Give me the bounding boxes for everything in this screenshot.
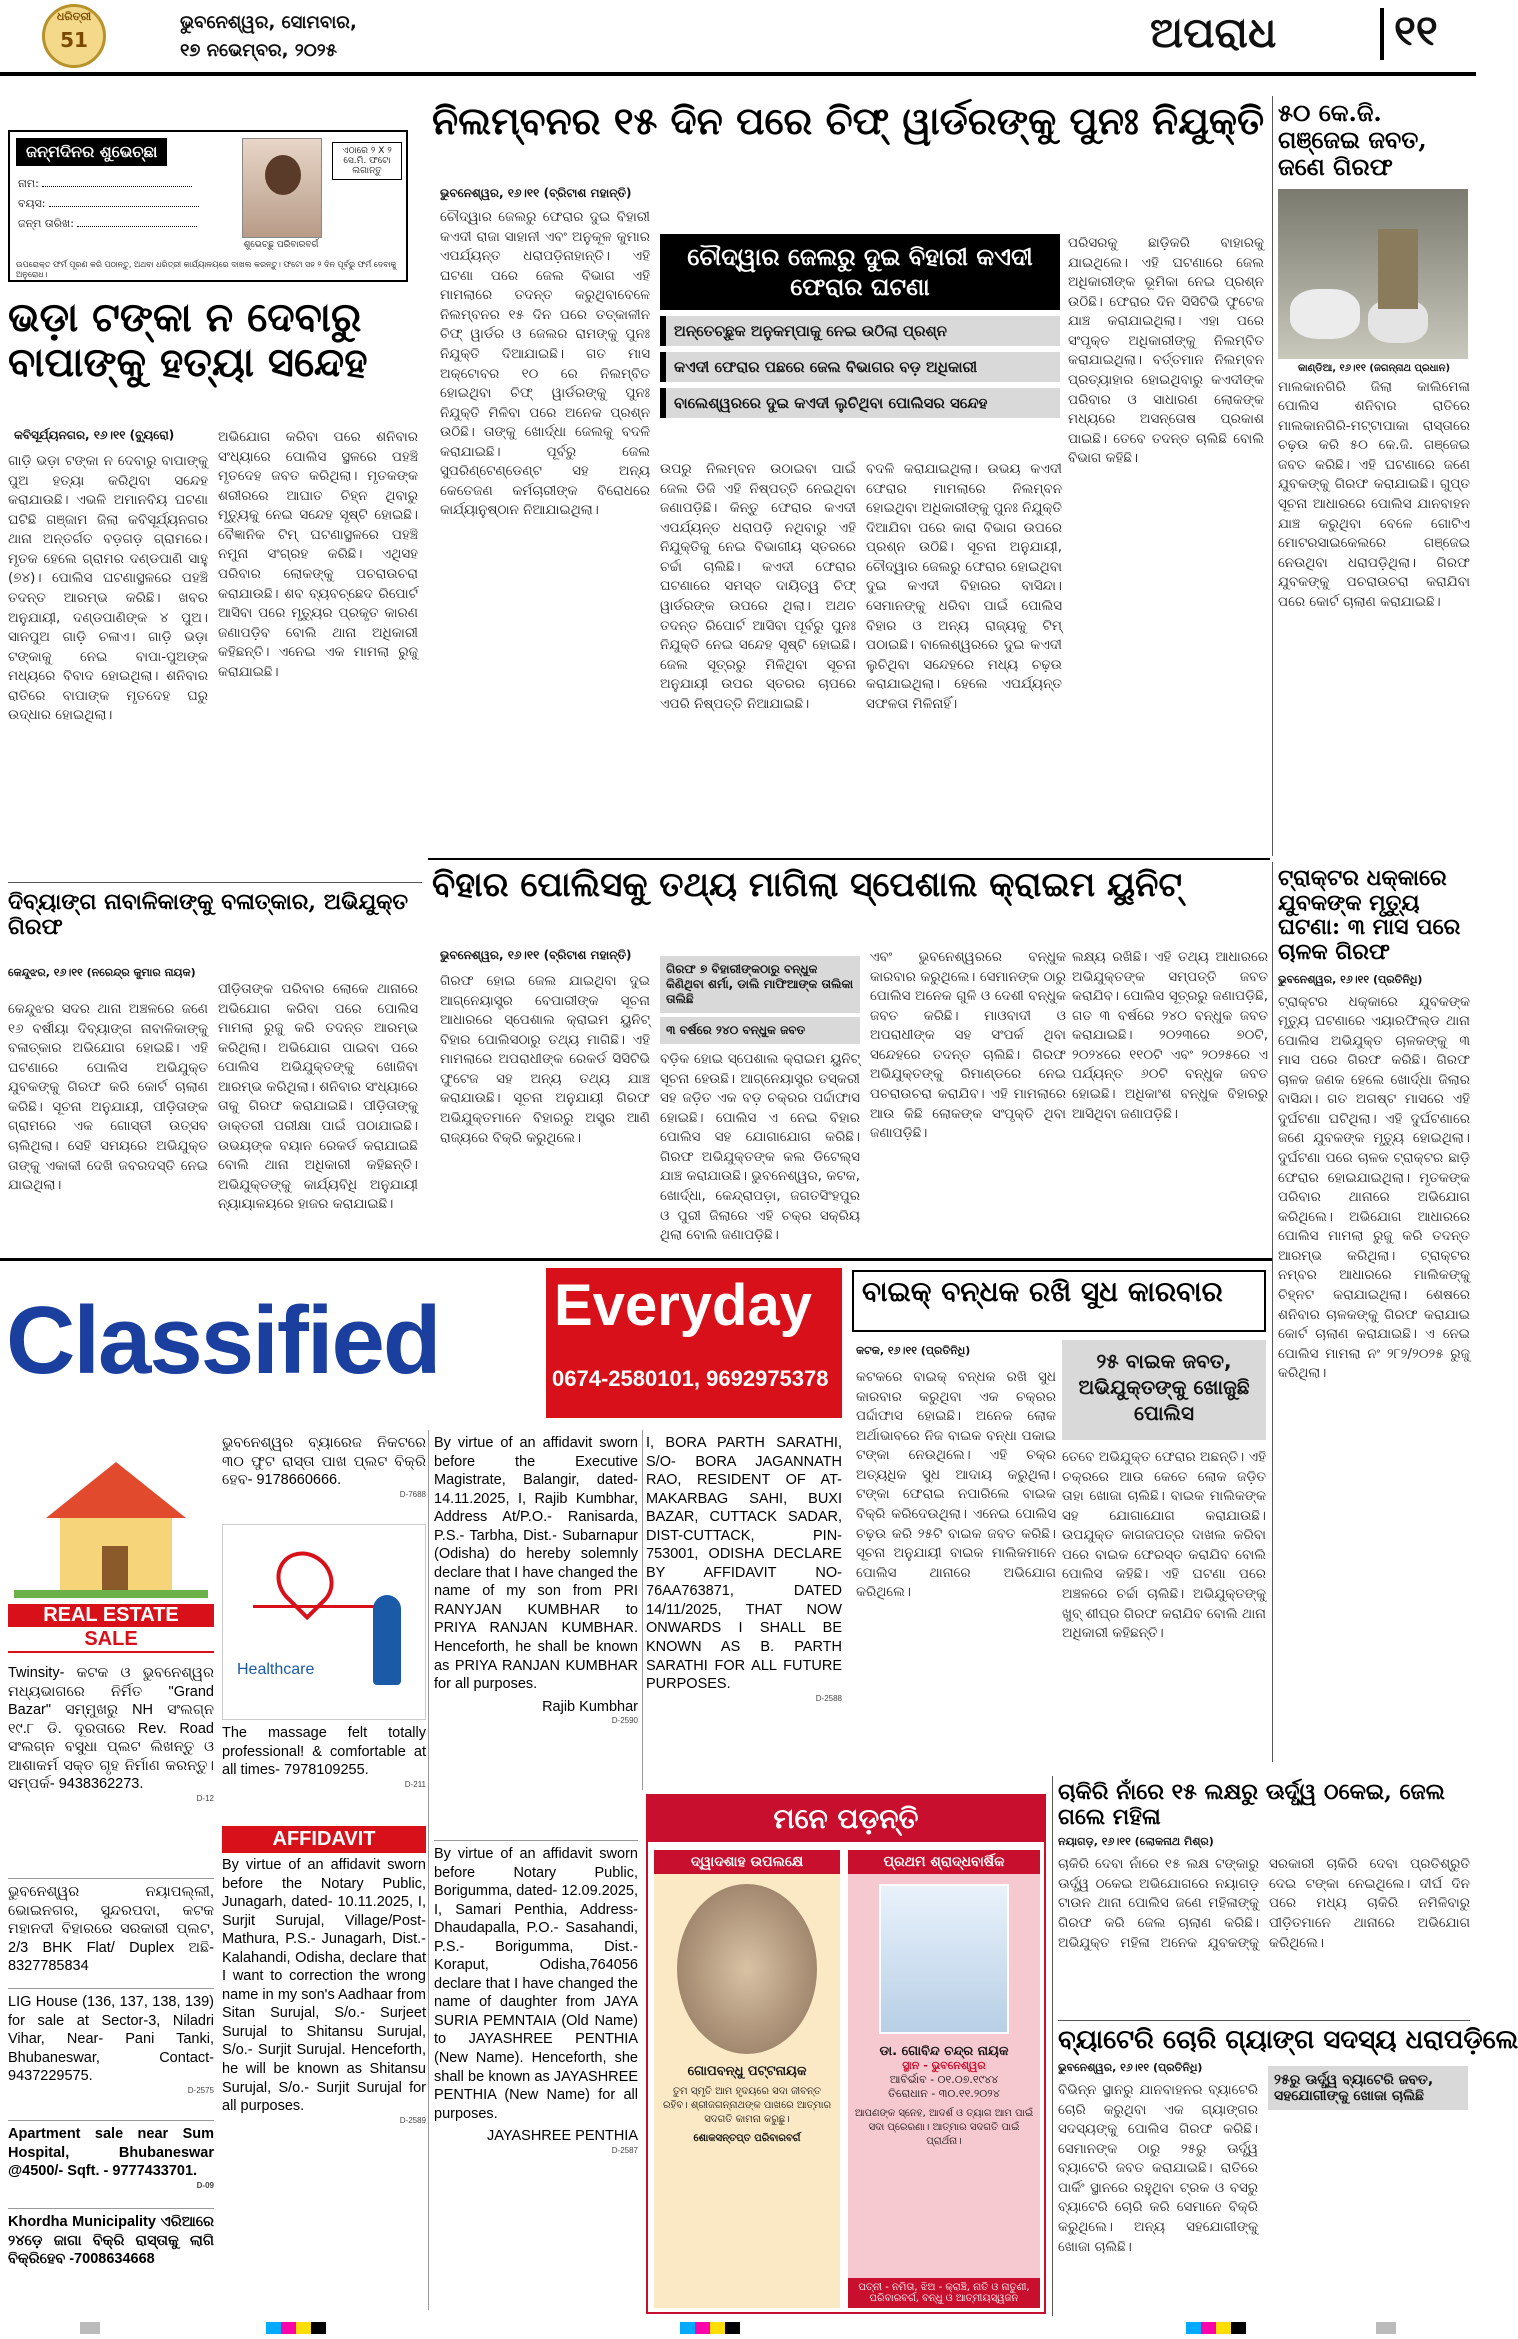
bike-dateline: କଟକ, ୧୬।୧୧ (ପ୍ରତିନିଧି) [856,1344,971,1357]
bihar-col3: ଏବଂ ଭୁବନେଶ୍ୱରରେ ବନ୍ଧୁକ କାରବାର କରୁଥିଲେ। ସେମାନଙ୍କ ଠାରୁ ପୋଲିସ ଅନେକ ଗୁଳି ଓ ଦେଶୀ ବନ୍ଧୁକ ଜବତ କରିଛି। ମାଓବାଦୀ ଓ ଅପରାଧୀଙ୍କ ସହ ସଂପର୍କ ଥିବା ସନ୍ଦେହରେ ତଦନ୍ତ ଚାଲିଛି। ଗିରଫ ଅଭିଯୁକ୍ତଙ୍କୁ ରିମାଣ୍ଡରେ ନେଇ ପଚରାଉଚରା କରାଯିବ। ଏହି ମାମଲାରେ ଆଉ କିଛି ଲୋକଙ୍କ ସଂପୃକ୍ତି ଥିବା ଜଣାପଡ଼ିଛି। [870,949,1066,1142]
memorial-left-name: ଗୋପବନ୍ଧୁ ପଟ୍ଟନାୟକ [687,2064,807,2079]
memorial-right-tag: ପ୍ରଥମ ଶ୍ରାଦ୍ଧବାର୍ଷିକ [848,1850,1040,1874]
ganja-body: ମାଲକାନଗିରି ଜିଲା କାଲିମେଳା ପୋଲିସ ଶନିବାର ରାତିରେ ମାଲକାନଗିରି-ମଟ୍ଟାପାକା ରାସ୍ତାରେ ଚଢ଼ଉ କରି ୫୦ କେ.ଜି. ଗଞ୍ଜେଇ ଜବତ କରିଛି। ଏହି ଘଟଣାରେ ଜଣେ ଯୁବକଙ୍କୁ ଗିରଫ କରାଯାଇଛି। ଗୁପ୍ତ ସୂଚନା ଆଧାରରେ ପୋଲିସ ଯାନବାହନ ଯାଞ୍ଚ କରୁଥିବା ବେଳେ ଗୋଟିଏ ମୋଟରସାଇକେଲରେ ଗଞ୍ଜେଇ ନେଉଥିବା ଧରାପଡ଼ିଥିଲା। ଗିରଫ ଯୁବକଙ୍କୁ ପଚରାଉଚରା କରାଯିବା ପରେ କୋର୍ଟ ଚାଲାଣ କରାଯାଇଛି। [1278,378,1470,610]
classified-title: Classified [6,1287,440,1394]
bike-headline: ବାଇକ୍ ବନ୍ଧକ ରଖି ସୁଧ କାରବାର [862,1275,1223,1308]
memorial-box [646,1794,1046,2314]
ad-plot: ଭୁବନେଶ୍ୱର ବ୍ୟାରେଜ ନିକଟରେ ୩୦ ଫୁଟ ରାସ୍ତା ପାଖ ପ୍ଲଟ ବିକ୍ରି ହେବ- 9178660666. D-7688 [222,1435,426,1499]
ad-apartment: Apartment sale near Sum Hospital, Bhubaneswar @4500/- Sqft. - 9777433701. D-09 [8,2120,214,2204]
sale-label: SALE [8,1628,214,1653]
real-estate-label: REAL ESTATE [8,1604,214,1627]
disabled-headline: ଦିବ୍ୟାଙ୍ଗ ନାବାଳିକାଙ୍କୁ ବଳାତ୍କାର, ଅଭିଯୁକ୍ତ ଗିରଫ [8,889,409,940]
disabled-col1: କେନ୍ଦୁଝର ସଦର ଥାନା ଅଞ୍ଚଳରେ ଜଣେ ୧୬ ବର୍ଷୀୟା ଦିବ୍ୟାଙ୍ଗ ନାବାଳିକାଙ୍କୁ ବଳାତ୍କାର ଅଭିଯୋଗ ହୋଇଛି। ଏହି ଘଟଣାରେ ପୋଲିସ ଅଭିଯୁକ୍ତ ଯୁବକଙ୍କୁ ଗିରଫ କରି କୋର୍ଟ ଚାଲାଣ କରିଛି। ସୂଚନା ଅନୁଯାୟୀ, ପୀଡ଼ିତାଙ୍କ ଗ୍ରାମରେ ଏକ ଗୋସ୍ତୀ ଉତ୍ସବ ଚାଲିଥିଲା। ସେହି ସମୟରେ ଅଭିଯୁକ୍ତ ତାଙ୍କୁ ଏକାକୀ ଦେଖି ଜବରଦସ୍ତି ନେଇ ଯାଇଥିଲା। [8,1001,208,1194]
memorial-left-text: ତୁମ ସ୍ମୃତି ଆମ ହୃଦୟରେ ସଦା ଜୀବନ୍ତ ରହିବ। ଶ୍ରୀଜଗନ୍ନାଥଙ୍କ ପାଖରେ ଆତ୍ମାର ସଦଗତି କାମନା କରୁଛୁ। [662,2086,832,2125]
bike-col1: କଟକରେ ବାଇକ୍ ବନ୍ଧକ ରଖି ସୁଧ କାରବାର କରୁଥିବା ଏକ ଚକ୍ରର ପର୍ଦ୍ଦାଫାସ ହୋଇଛି। ଅନେକ ଲୋକ ଅର୍ଥାଭାବରେ ନିଜ ବାଇକ ବନ୍ଧା ପକାଇ ଟଙ୍କା ନେଉଥିଲେ। ଏହି ଚକ୍ର ଅତ୍ୟଧିକ ସୁଧ ଆଦାୟ କରୁଥିଲା। ଟଙ୍କା ଫେରାଇ ନପାରିଲେ ବାଇକ ବିକ୍ରି କରିଦେଉଥିଲା। ଏନେଇ ପୋଲିସ ଚଢ଼ଉ କରି ୨୫ଟି ବାଇକ ଜବତ କରିଛି। ସୂଚନା ଅନୁଯାୟୀ ବାଇକ ମାଲିକମାନେ ପୋଲିସ ଥାନାରେ ଅଭିଯୋଗ କରିଥିଲେ। [856,1369,1056,1601]
affidavit-label: AFFIDAVIT [222,1826,426,1853]
disabled-col2: ପୀଡ଼ିତାଙ୍କ ପରିବାର ଲୋକେ ଥାନାରେ ଅଭିଯୋଗ କରିବା ପରେ ପୋଲିସ ମାମଲା ରୁଜୁ କରି ତଦନ୍ତ ଆରମ୍ଭ କରିଥିଲା। ଅଭିଯୋଗ ପାଇବା ପରେ ପୋଲିସ ଅଭିଯୁକ୍ତଙ୍କୁ ଖୋଜିବା ଆରମ୍ଭ କରିଥିଲା। ଶନିବାର ସଂଧ୍ୟାରେ ତାକୁ ଗିରଫ କରାଯାଇଛି। ପୀଡ଼ିତାଙ୍କୁ ଡାକ୍ତରୀ ପରୀକ୍ଷା ପାଇଁ ପଠାଯାଇଛି। ଉଭୟଙ୍କ ବୟାନ ରେକର୍ଡ କରାଯାଇଛି ବୋଲି ଥାନା ଅଧିକାରୀ କହିଛନ୍ତି। ଅଭିଯୁକ୍ତଙ୍କୁ କାର୍ଯ୍ୟବିଧି ଅନୁଯାୟୀ ନ୍ୟାୟାଳୟରେ ହାଜର କରାଯାଇଛି। [218,981,418,1213]
birthday-box [8,130,408,282]
masthead-place-day: ଭୁବନେଶ୍ୱର, ସୋମବାର, [180,12,357,33]
main-col2: ଉପରୁ ନିଲମ୍ବନ ଉଠାଇବା ପାଇଁ ଜେଲ ଡିଜି ଏହି ନିଷ୍ପତ୍ତି ନେଇଥିବା ଜଣାପଡ଼ିଛି। କିନ୍ତୁ ଫେରାର କଏଦୀ ଏପର୍ଯ୍ୟନ୍ତ ଧରାପଡ଼ି ନଥିବାରୁ ଏହି ନିଯୁକ୍ତିକୁ ନେଇ ବିଭାଗୀୟ ସ୍ତରରେ ଚର୍ଚ୍ଚା ଚାଲିଛି। କଏଦୀ ଫେରାର ଘଟଣାରେ ସମସ୍ତ ଦାୟିତ୍ୱ ଚିଫ୍ ୱାର୍ଡରଙ୍କ ଉପରେ ଥିଲା। ଅଥଚ ତଦନ୍ତ ରିପୋର୍ଟ ଆସିବା ପୂର୍ବରୁ ପୁନଃ ନିଯୁକ୍ତି ନେଇ ସନ୍ଦେହ ସୃଷ୍ଟି ହୋଇଛି। ଜେଲ ସୂତ୍ରରୁ ମିଳିଥିବା ସୂଚନା ଅନୁଯାୟୀ ଉପର ସ୍ତରର ଚାପରେ ଏପରି ନିଷ୍ପତ୍ତି ନିଆଯାଇଛି। [660,461,856,712]
main-col4: ପରିସରକୁ ଛାଡ଼ିକରି ବାହାରକୁ ଯାଇଥିଲେ। ଏହି ଘଟଣାରେ ଜେଲ ଅଧିକାରୀଙ୍କ ଭୂମିକା ନେଇ ପ୍ରଶ୍ନ ଉଠିଛି। ଫେରାର ଦିନ ସିସିଟିଭି ଫୁଟେଜ ଯାଞ୍ଚ କରାଯାଇଥିଲା। ଏହା ପରେ ସଂପୃକ୍ତ ଅଧିକାରୀଙ୍କୁ ନିଲମ୍ବିତ କରାଯାଇଥିଲା। ବର୍ତ୍ତମାନ ନିଲମ୍ବନ ପ୍ରତ୍ୟାହାର ହୋଇଥିବାରୁ କଏଦୀଙ୍କ ପରିବାର ଓ ସାଧାରଣ ଲୋକଙ୍କ ମଧ୍ୟରେ ଅସନ୍ତୋଷ ପ୍ରକାଶ ପାଇଛି। ତେବେ ତଦନ୍ତ ଚାଲିଛି ବୋଲି ବିଭାଗ କହିଛି। [1068,235,1264,467]
memorial-left-tag: ଦ୍ୱାଦଶାହ ଉପଲକ୍ଷେ [654,1850,840,1874]
main-bullet-1: ଅନ୍ତେଚ୍ଛୁକ ଅନୁକମ୍ପାକୁ ନେଇ ଉଠିଲା ପ୍ରଶ୍ନ [660,316,1060,346]
birthday-field-dob: ଜନ୍ମ ତାରିଖ: [18,214,218,234]
disabled-dateline: କେନ୍ଦୁଝର, ୧୬।୧୧ (ନରେନ୍ଦ୍ର କୁମାର ନାୟକ) [8,966,196,979]
main-col3: ବଦଳି କରାଯାଇଥିଲା। ଉଭୟ କଏଦୀ ଫେରାର ମାମଲାରେ ନିଲମ୍ବନ ହୋଇଥିବା ଅଧିକାରୀଙ୍କୁ ପୁନଃ ନିଯୁକ୍ତି ଦିଆଯିବା ପରେ କାରା ବିଭାଗ ଉପରେ ପ୍ରଶ୍ନ ଉଠିଛି। ସୂଚନା ଅନୁଯାୟୀ, ଚୌଦ୍ୱାର ଜେଲରୁ ଫେରାର ହୋଇଥିବା ଦୁଇ କଏଦୀ ବିହାରର ବାସିନ୍ଦା। ସେମାନଙ୍କୁ ଧରିବା ପାଇଁ ପୋଲିସ ବିହାର ଓ ଅନ୍ୟ ରାଜ୍ୟକୁ ଟିମ୍ ପଠାଇଛି। ବାଲେଶ୍ୱରରେ ଦୁଇ କଏଦୀ ଲୁଚିଥିବା ସନ୍ଦେହରେ ମଧ୍ୟ ଚଢ଼ଉ କରାଯାଇଥିଲା। ହେଲେ ଏପର୍ଯ୍ୟନ୍ତ ସଫଳତା ମିଳିନାହିଁ। [866,461,1062,712]
real-estate-graphic [8,1436,214,1636]
father-col1: ଗାଡ଼ି ଭଡ଼ା ଟଙ୍କା ନ ଦେବାରୁ ବାପାଙ୍କୁ ପୁଅ ହତ୍ୟା କରିଥିବା ସନ୍ଦେହ କରାଯାଉଛି। ଏଭଳି ଅମାନବିୟ ଘଟଣା ଘଟିଛି ଗଞ୍ଜାମ ଜିଲା କବିସୂର୍ଯ୍ୟନଗର ଥାନା ଅନ୍ତର୍ଗତ ବଡ଼ଗଡ଼ ଗ୍ରାମରେ। ମୃତକ ହେଲେ ଗ୍ରାମର ଦଣ୍ଡପାଣି ସାହୁ (୭୪)। ପୋଲିସ ଘଟଣାସ୍ଥଳରେ ପହଞ୍ଚି ତଦନ୍ତ ଆରମ୍ଭ କରିଛି। ଖବର ଅନୁଯାୟୀ, ଦଣ୍ଡପାଣିଙ୍କ ୪ ପୁଅ। ସାନପୁଅ ଗାଡ଼ି ଚଳାଏ। ଗାଡ଼ି ଭଡ଼ା ଟଙ୍କାକୁ ନେଇ ବାପା-ପୁଅଙ୍କ ମଧ୍ୟରେ ବିବାଦ ହୋଇଥିଲା। ଶନିବାର ରାତିରେ ବାପାଙ୍କ ମୃତଦେହ ଘରୁ ଉଦ୍ଧାର ହୋଇଥିଲା। [8,453,208,724]
footer-marks [0,2318,1476,2339]
main-subhead: ଚୌଦ୍ୱାର ଜେଲରୁ ଦୁଇ ବିହାରୀ କଏଦୀ ଫେରାର ଘଟଣା [660,234,1060,310]
memorial-right-birth: ଆବିର୍ଭାବ - ୦୧.୦୭.୧୯୪୪ [889,2073,999,2086]
classified-everyday: Everyday [554,1273,812,1338]
ganja-photo [1278,189,1468,359]
job-body: ଚାକିରି ଦେବା ନାଁରେ ୧୫ ଲକ୍ଷ ଟଙ୍କାରୁ ଊର୍ଦ୍ଧ୍ୱ ଠକେଇ ଅଭିଯୋଗରେ ନୟାଗଡ଼ ଟାଉନ ଥାନା ପୋଲିସ ଜଣେ ମହିଳାଙ୍କୁ ଗିରଫ କରି ଜେଲ ଚାଲାଣ କରିଛି। ଅଭିଯୁକ୍ତ ମହିଳା ଅନେକ ଯୁବକଙ୍କୁ ସରକାରୀ ଚାକିରି ଦେବା ପ୍ରତିଶ୍ରୁତି ଦେଇ ଟଙ୍କା ନେଇଥିଲେ। ଦୀର୍ଘ ଦିନ ପରେ ମଧ୍ୟ ଚାକିରି ନମିଳିବାରୁ ପୀଡ଼ିତମାନେ ଥାନାରେ ଅଭିଯୋଗ କରିଥିଲେ। [1058,1856,1470,1951]
masthead-date: ୧୭ ନଭେମ୍ବର, ୨୦୨୫ [180,40,337,61]
section-title: ଅପରାଧ [1150,8,1277,57]
birthday-photo [242,138,322,238]
job-dateline: ନୟାଗଡ଼, ୧୬।୧୧ (ଲୋକନାଥ ମିଶ୍ର) [1058,1835,1214,1849]
battery-body: ବିଭିନ୍ନ ସ୍ଥାନରୁ ଯାନବାହନର ବ୍ୟାଟେରି ଚୋରି କରୁଥିବା ଏକ ଗ୍ୟାଙ୍ଗର ସଦସ୍ୟଙ୍କୁ ପୋଲିସ ଗିରଫ କରିଛି। ସେମାନଙ୍କ ଠାରୁ ୨୫ରୁ ଊର୍ଦ୍ଧ୍ୱ ବ୍ୟାଟେରି ଜବତ କରାଯାଇଛି। ରାତିରେ ପାର୍କିଂ ସ୍ଥାନରେ ରହୁଥିବା ଟ୍ରକ ଓ ବସରୁ ବ୍ୟାଟେରି ଚୋରି କରି ସେମାନେ ବିକ୍ରି କରୁଥିଲେ। ଅନ୍ୟ ସହଯୋଗୀଙ୍କୁ ଖୋଜା ଚାଲିଛି। [1058,2082,1258,2255]
main-subhead-box [660,234,1060,454]
ad-twinsity: Twinsity- କଟକ ଓ ଭୁବନେଶ୍ୱର ମଧ୍ୟଭାଗରେ ନିର୍ମିତ "Grand Bazar" ସମ୍ମୁଖରୁ NH ସଂଲଗ୍ନ ୧୯.୮ ଡି. ଦୂରତାରେ Rev. Road ସଂଲଗ୍ନ ବସୁଧା ପ୍ଲଟ ଲିଖନ୍ତୁ ଓ ଆଶାକର୍ମ ସକ୍ତ ଗୃହ ନିର୍ମାଣ କରନ୍ତୁ। ସମ୍ପର୍କ- 9438362273. D-12 [8,1665,214,1803]
memorial-title: ମନେ ପଡ଼ନ୍ତି [648,1796,1044,1842]
battery-highlight: ୨୫ରୁ ଊର୍ଦ୍ଧ୍ୱ ବ୍ୟାଟେରି ଜବତ, ସହଯୋଗୀଙ୍କୁ ଖୋଜା ଚାଲିଛି [1268,2066,1468,2110]
battery-dateline: ଭୁବନେଶ୍ୱର, ୧୬।୧୧ (ପ୍ରତିନିଧି) [1058,2061,1203,2075]
ad-penthia: By virtue of an affidavit sworn before Notary Public, Borigumma, dated- 12.09.2025, I, Samari Penthia, Address- Dhaudapalla, P.O.- Sasahandi, P.S.- Borigumma, Dist.- Koraput, Odisha,764056 declare that I have changed the name of daughter from JAYA SURIA PEMNTAIA (Old Name) to JAYASHREE PENTHIA (New Name). Henceforth, she shall be known as JAYASHREE PENTHIA (New Name) for all purposes. JAYASHREE PENTHIA D-2587 [434,1840,638,2310]
classified-banner [6,1268,842,1418]
ad-bora: I, BORA PARTH SARATHI, S/O- BORA JAGANNATH RAO, RESIDENT OF AT-MAKARBAG SAHI, BUXI BAZAR, CUTTACK SADAR, DIST-CUTTACK, PIN- 753001, ODISHA DECLARE BY AFFIDAVIT NO- 76AA763871, DATED 14/11/2025, THAT NOW ONWARDS I SHALL BE KNOWN AS B. PARTH SARATHI FOR ALL FUTURE PURPOSES. D-2588 [646,1435,842,1703]
ad-kumbhar: By virtue of an affidavit sworn before the Executive Magistrate, Balangir, dated- 14.11.2025, I, Rajib Kumbhar, Address At/P.O.- Ranisarda, P.S.- Tarbha, Dist.- Subarnapur (Odisha) do hereby solemnly declare that I have changed the name of my son from PRI RANYJAN KUMBHAR to PRIYA RANJAN KUMBHAR. Henceforth, he shall be known as PRIYA RANJAN KUMBHAR for all purposes. Rajib Kumbhar D-2590 [434,1435,638,1726]
main-bullet-2: କଏଦୀ ଫେରାର ପଛରେ ଜେଲ ବିଭାଗର ବଡ଼ ଅଧିକାରୀ [660,352,1060,382]
father-col2: ଅଭିଯୋଗ କରିବା ପରେ ଶନିବାର ସଂଧ୍ୟାରେ ପୋଲିସ ସ୍ଥଳରେ ପହଞ୍ଚି ମୃତଦେହ ଜବତ କରିଥିଲା। ମୃତକଙ୍କ ଶରୀରରେ ଆଘାତ ଚିହ୍ନ ଥିବାରୁ ମୃତ୍ୟୁକୁ ନେଇ ସନ୍ଦେହ ସୃଷ୍ଟି ହୋଇଛି। ବୈଜ୍ଞାନିକ ଟିମ୍ ଘଟଣାସ୍ଥଳରେ ପହଞ୍ଚି ନମୁନା ସଂଗ୍ରହ କରିଛି। ଏଥିସହ ପରିବାର ଲୋକଙ୍କୁ ପଚରାଉଚରା କରାଯାଉଛି। ଶବ ବ୍ୟବଚ୍ଛେଦ ରିପୋର୍ଟ ଆସିବା ପରେ ମୃତ୍ୟୁର ପ୍ରକୃତ କାରଣ ଜଣାପଡ଼ିବ ବୋଲି ଥାନା ଅଧିକାରୀ କହିଛନ୍ତି। ଏନେଇ ଏକ ମାମଲା ରୁଜୁ କରାଯାଇଛି। [218,429,418,680]
ganja-photo-caption: କାଣ୍ଡିଆ, ୧୬।୧୧ (ଜଗନ୍ନାଥ ପ୍ରଧାନ) [1297,362,1451,374]
birthday-size-note: ଏଠାରେ ୨ X ୨ ସେ.ମି. ଫଟୋ ଲଗାନ୍ତୁ [332,142,402,180]
ad-lig: LIG House (136, 137, 138, 139) for sale at Sector-3, Niladri Vihar, Near- Pani Tanki, Bhubaneswar, Contact- 9437229575. D-2575 [8,1988,214,2116]
birthday-note: ଉପରୋକ୍ତ ଫର୍ମ ପୂରଣ କରି ପଠାନ୍ତୁ, ଅଥବା ଧରିତ୍ରୀ କାର୍ଯ୍ୟାଳୟରେ ଦାଖଲ କରନ୍ତୁ। ଫଟୋ ସହ ୨ ଦିନ ପୂର୍ବରୁ ଫର୍ମ ଦେବାକୁ ଅନୁରୋଧ। [16,260,397,279]
tractor-body: ଟ୍ରାକ୍ଟର ଧକ୍କାରେ ଯୁବକଙ୍କ ମୃତ୍ୟୁ ଘଟଣାରେ ଏୟାରଫିଲ୍ଡ ଥାନା ପୋଲିସ ଅଭିଯୁକ୍ତ ଚାଳକଙ୍କୁ ୩ ମାସ ପରେ ଗିରଫ କରିଛି। ଗିରଫ ଚାଳକ ଜଣକ ହେଲେ ଖୋର୍ଦ୍ଧା ଜିଲାର ବାସିନ୍ଦା। ଗତ ଅଗଷ୍ଟ ମାସରେ ଏହି ଦୁର୍ଘଟଣା ଘଟିଥିଲା। ଏହି ଦୁର୍ଘଟଣାରେ ଜଣେ ଯୁବକଙ୍କ ମୃତ୍ୟୁ ହୋଇଥିଲା। ଦୁର୍ଘଟଣା ପରେ ଚାଳକ ଟ୍ରାକ୍ଟର ଛାଡ଼ି ଫେରାର ହୋଇଯାଇଥିଲା। ମୃତକଙ୍କ ପରିବାର ଥାନାରେ ଅଭିଯୋଗ କରିଥିଲେ। ଅଭିଯୋଗ ଆଧାରରେ ପୋଲିସ ମାମଲା ରୁଜୁ କରି ତଦନ୍ତ ଆରମ୍ଭ କରିଥିଲା। ଟ୍ରାକ୍ଟର ନମ୍ବର ଆଧାରରେ ମାଲିକଙ୍କୁ ଚିହ୍ନଟ କରାଯାଇଥିଲା। ଶେଷରେ ଶନିବାର ଚାଳକଙ୍କୁ ଗିରଫ କରାଯାଇ କୋର୍ଟ ଚାଲାଣ କରାଯାଇଛି। ଏ ନେଇ ପୋଲିସ ମାମଲା ନଂ ୨୮୨/୨୦୨୫ ରୁଜୁ କରିଥିଲା। [1278,993,1470,1382]
bihar-col2: ବଡ଼ିକ ହୋଇ ସ୍ପେଶାଲ କ୍ରାଇମ ୟୁନିଟ୍ ସୂଚନା ହେଉଛି। ଆଗ୍ନେୟାସ୍ତ୍ର ତସ୍କରୀ ସହ ଜଡ଼ିତ ଏକ ବଡ଼ ଚକ୍ରର ପର୍ଦ୍ଦାଫାସ ହୋଇଛି। ପୋଲିସ ଏ ନେଇ ବିହାର ପୋଲିସ ସହ ଯୋଗାଯୋଗ କରିଛି। ଗିରଫ ଅଭିଯୁକ୍ତଙ୍କ କଲ ଡିଟେଲ୍ସ ଯାଞ୍ଚ କରାଯାଉଛି। ଭୁବନେଶ୍ୱର, କଟକ, ଖୋର୍ଦ୍ଧା, କେନ୍ଦ୍ରାପଡ଼ା, ଜଗତସିଂହପୁର ଓ ପୁରୀ ଜିଲାରେ ଏହି ଚକ୍ର ସକ୍ରିୟ ଥିଲା ବୋଲି ଜଣାପଡ଼ିଛି। [660,1051,860,1244]
logo-text: ଧରିତ୍ରୀ [56,10,92,23]
memorial-right [848,1850,1040,2308]
ganja-headline: ୫୦ କେ.ଜି. ଗଞ୍ଜେଇ ଜବତ, ଜଣେ ଗିରଫ [1278,98,1427,181]
ad-kumbhar-sign: Rajib Kumbhar [542,1698,638,1715]
memorial-right-name: ଡା. ଗୋବିନ୍ଦ ଚନ୍ଦ୍ର ନାୟକ [879,2044,1009,2059]
birthday-field-age: ବୟସ: [18,194,218,214]
tractor-headline: ଟ୍ରାକ୍ଟର ଧକ୍କାରେ ଯୁବକଙ୍କ ମୃତ୍ୟୁ ଘଟଣା: ୩ ମାସ ପରେ ଚାଳକ ଗିରଫ [1278,865,1461,965]
memorial-left-family: ଶୋକସନ୍ତପ୍ତ ପରିବାରବର୍ଗ [693,2133,801,2144]
bihar-col1: ଗିରଫ ହୋଇ ଜେଲ ଯାଇଥିବା ଦୁଇ ଆଗ୍ନେୟାସ୍ତ୍ର ବେପାରୀଙ୍କ ସୂଚନା ଆଧାରରେ ସ୍ପେଶାଲ କ୍ରାଇମ ୟୁନିଟ୍ ବିହାର ପୋଲିସଠାରୁ ତଥ୍ୟ ମାଗିଛି। ଏହି ମାମଲାରେ ଅପରାଧୀଙ୍କ ରେକର୍ଡ ସିସିଟିଭି ଫୁଟେଜ ସହ ଅନ୍ୟ ତଥ୍ୟ ଯାଞ୍ଚ କରାଯାଉଛି। ସୂଚନା ଅନୁଯାୟୀ ଗିରଫ ଅଭିଯୁକ୍ତମାନେ ବିହାରରୁ ଅସ୍ତ୍ର ଆଣି ରାଜ୍ୟରେ ବିକ୍ରି କରୁଥିଲେ। [440,973,650,1146]
bike-headline-box [852,1270,1266,1332]
bihar-highlight: ଗିରଫ ୭ ବିହାରୀଙ୍କଠାରୁ ବନ୍ଧୁକ କିଣିଥିବା ଶର୍ମା, ଡାଲି ମାଫିଆଙ୍କ ତାଲିକା ତାଲିଛି ୩ ବର୍ଷରେ ୨୪୦ ବନ୍ଧୁକ ଜବତ [660,956,860,1046]
main-bullet-3: ବାଲେଶ୍ୱରରେ ଦୁଇ କଏଦୀ ଲୁଚିଥିବା ପୋଲିସର ସନ୍ଦେହ [660,388,1060,418]
ganja-story [1278,100,1470,860]
ad-massage: The massage felt totally professional! & comfortable at all times- 7978109255. D-211 [222,1725,426,1789]
logo [42,4,152,68]
job-headline: ଚାକିରି ନାଁରେ ୧୫ ଲକ୍ଷରୁ ଊର୍ଦ୍ଧ୍ୱ ଠକେଇ, ଜେଲ ଗଲେ ମହିଳା [1058,1779,1445,1830]
father-headline: ଭଡ଼ା ଟଙ୍କା ନ ଦେବାରୁ ବାପାଙ୍କୁ ହତ୍ୟା ସନ୍ଦେହ [8,294,368,386]
bihar-headline: ବିହାର ପୋଲିସକୁ ତଥ୍ୟ ମାଗିଲା ସ୍ପେଶାଲ କ୍ରାଇମ ୟୁନିଟ୍ [432,865,1183,905]
memorial-right-place: ସ୍ଥାନ - ଭୁବନେଶ୍ୱର [902,2059,986,2072]
memorial-right-death: ତିରୋଧାନ - ୩୦.୧୧.୨୦୨୪ [888,2087,1000,2100]
tractor-story [1278,866,1470,1766]
healthcare-graphic [222,1524,426,1720]
bihar-col4: ଲକ୍ଷ୍ୟ ରଖିଛି। ଏହି ତଥ୍ୟ ଆଧାରରେ ଅଭିଯୁକ୍ତଙ୍କ ସମ୍ପତ୍ତି ଜବତ କରାଯିବ। ପୋଲିସ ସୂତ୍ରରୁ ଜଣାପଡ଼ିଛି, ଗତ ୩ ବର୍ଷରେ ୨୪୦ ବନ୍ଧୁକ ଜବତ କରାଯାଇଛି। ୨୦୨୩ରେ ୭୦ଟି, ୨୦୨୪ରେ ୧୧୦ଟି ଏବଂ ୨୦୨୫ରେ ଏ ପର୍ଯ୍ୟନ୍ତ ୬୦ଟି ବନ୍ଧୁକ ଜବତ ହୋଇଛି। ଅଧିକାଂଶ ବନ୍ଧୁକ ବିହାରରୁ ଆସିଥିବା ଜଣାପଡ଼ିଛି। [1072,949,1268,1122]
birthday-title: ଜନ୍ମଦିନର ଶୁଭେଚ୍ଛା [16,138,167,166]
battery-story [1058,2025,1518,2318]
masthead [0,0,1476,72]
bihar-dateline: ଭୁବନେଶ୍ୱର, ୧୬।୧୧ (ବ୍ରିଟାଶ ମହାନ୍ତି) [440,948,632,962]
logo-years: 51 [60,28,88,52]
battery-headline: ବ୍ୟାଟେରି ଚୋରି ଗ୍ୟାଙ୍ଗ ସଦସ୍ୟ ଧରାପଡ଼ିଲେ [1058,2025,1518,2055]
birthday-field-name: ନାମ: [18,174,218,194]
memorial-right-family: ପତ୍ନୀ - ନମିତା, ଝିଅ - କ୍ରାଞ୍ଚି, ନାତି ଓ ନାତୁଣୀ, ପରିବାରବର୍ଗ, ବନ୍ଧୁ ଓ ଆତ୍ମୀୟସ୍ୱଜନ [848,2278,1040,2308]
birthday-photo-caption: ଶୁଭେଚ୍ଛୁ ପରିବାରବର୍ଗ [243,240,319,250]
memorial-left [654,1850,840,2308]
memorial-right-photo [879,1884,1009,2034]
job-story [1058,1780,1470,2040]
memorial-left-photo [677,1884,817,2054]
main-dateline: ଭୁବନେଶ୍ୱର, ୧୬।୧୧ (ବ୍ରିଟାଶ ମହାନ୍ତି) [440,186,632,200]
main-col1: ଚୌଦ୍ୱାର ଜେଲରୁ ଫେରାର ଦୁଇ ବିହାରୀ କଏଦୀ ରାଜା ସାହାନୀ ଏବଂ ଅନୁକୂଳ କୁମାର ଏପର୍ଯ୍ୟନ୍ତ ଧରାପଡ଼ିନାହାନ୍ତି। ଏହି ଘଟଣା ପରେ ଜେଲ ବିଭାଗ ଏହି ମାମଲାରେ ତଦନ୍ତ କରୁଥିବାବେଳେ ନିଲମ୍ବନର ୧୫ ଦିନ ପରେ ତତ୍କାଳୀନ ଚିଫ୍ ୱାର୍ଡର ଓ ଜେଲର ରାମଙ୍କୁ ପୁନଃ ନିଯୁକ୍ତି ଦିଆଯାଇଛି। ଗତ ମାସ ଅକ୍ଟୋବର ୧୦ ରେ ନିଲମ୍ବିତ ହୋଇଥିବା ଚିଫ୍ ୱାର୍ଡରଙ୍କୁ ପୁନଃ ନିଯୁକ୍ତି ମିଳିବା ପରେ ଅନେକ ପ୍ରଶ୍ନ ଉଠିଛି। ତାଙ୍କୁ ଖୋର୍ଦ୍ଧା ଜେଲକୁ ବଦଳି କରାଯାଇଛି। ପୂର୍ବରୁ ଜେଲ ସୁପରିଣ୍ଟେଣ୍ଡେଣ୍ଟ ସହ ଅନ୍ୟ କେତେଜଣ କର୍ମଚାରୀଙ୍କ ବିରୋଧରେ କାର୍ଯ୍ୟାନୁଷ୍ଠାନ ନିଆଯାଇଥିଲା। [440,209,650,519]
main-headline: ନିଲମ୍ବନର ୧୫ ଦିନ ପରେ ଚିଫ୍ ୱାର୍ଡରଙ୍କୁ ପୁନଃ ନିଯୁକ୍ତି [432,98,1265,143]
ad-surjal: By virtue of an affidavit sworn before the Notary Public, Junagarh, dated- 10.11.2025, I, Surjit Surujal, Village/Post- Mathura, P.S.- Junagarh, Dist.- Kalahandi, Odisha, declare that I want to correction the wrong name in my son's Aadhaar from Sitan Surujal, S/o.- Surjeet Surujal to Shitansu Surujal, S/o.- Surjit Surujal. Henceforth, he will be known as Shitansu Surujal, S/o.- Surjit Surujal for all purposes. D-2589 [222,1857,426,2125]
ad-khordha: Khordha Municipality ଏରିଆରେ ୨୪ଡ଼େ ଜାଗା ବିକ୍ରି ରାସ୍ତାକୁ ଲାଗି ବିକ୍ରିହେବ -7008634668 [8,2208,214,2304]
tractor-dateline: ଭୁବନେଶ୍ୱର, ୧୬।୧୧ (ପ୍ରତିନିଧି) [1278,972,1423,986]
bike-col2: ତେବେ ଅଭିଯୁକ୍ତ ଫେରାର ଅଛନ୍ତି। ଏହି ଚକ୍ରରେ ଆଉ କେତେ ଲୋକ ଜଡ଼ିତ ତାହା ଖୋଜା ଚାଲିଛି। ବାଇକ ମାଲିକଙ୍କ ସହ ଯୋଗାଯୋଗ କରାଯାଉଛି। ଉପଯୁକ୍ତ କାଗଜପତ୍ର ଦାଖଲ କରିବା ପରେ ବାଇକ ଫେରସ୍ତ କରାଯିବ ବୋଲି ପୋଲିସ କହିଛି। ଏହି ଘଟଣା ପରେ ଅଞ୍ଚଳରେ ଚର୍ଚ୍ଚା ଚାଲିଛି। ଅଭିଯୁକ୍ତଙ୍କୁ ଖୁବ୍ ଶୀଘ୍ର ଗିରଫ କରାଯିବ ବୋଲି ଥାନା ଅଧିକାରୀ କହିଛନ୍ତି। [1062,1449,1266,1642]
page-number: ୧୧ [1394,6,1438,55]
memorial-right-text: ଆପଣଙ୍କ ସ୍ନେହ, ଆଦର୍ଶ ଓ ତ୍ୟାଗ ଆମ ପାଇଁ ସଦା ପ୍ରେରଣା। ଆତ୍ମାର ସଦଗତି ପାଇଁ ପ୍ରାର୍ଥନା। [854,2108,1034,2147]
healthcare-label: Healthcare [237,1661,315,1678]
classified-phones: 0674-2580101, 9692975378 [552,1366,829,1391]
father-dateline: କବିସୂର୍ଯ୍ୟନଗର, ୧୬।୧୧ (ବ୍ୟୁରୋ) [14,428,175,442]
ad-penthia-sign: JAYASHREE PENTHIA [487,2128,638,2145]
bike-highlight: ୨୫ ବାଇକ ଜବତ, ଅଭିଯୁକ୍ତଙ୍କୁ ଖୋଜୁଛି ପୋଲିସ [1062,1340,1266,1440]
ad-house: ଭୁବନେଶ୍ୱର ନୟାପଲ୍ଲୀ, ଭୋଇନଗର, ସୁନ୍ଦରପଦା, କଟକ ମହାନଦୀ ବିହାରରେ ସରକାରୀ ପ୍ଲଟ, 2/3 BHK Flat/ Duplex ଅଛି- 8327785834 [8,1878,214,1982]
